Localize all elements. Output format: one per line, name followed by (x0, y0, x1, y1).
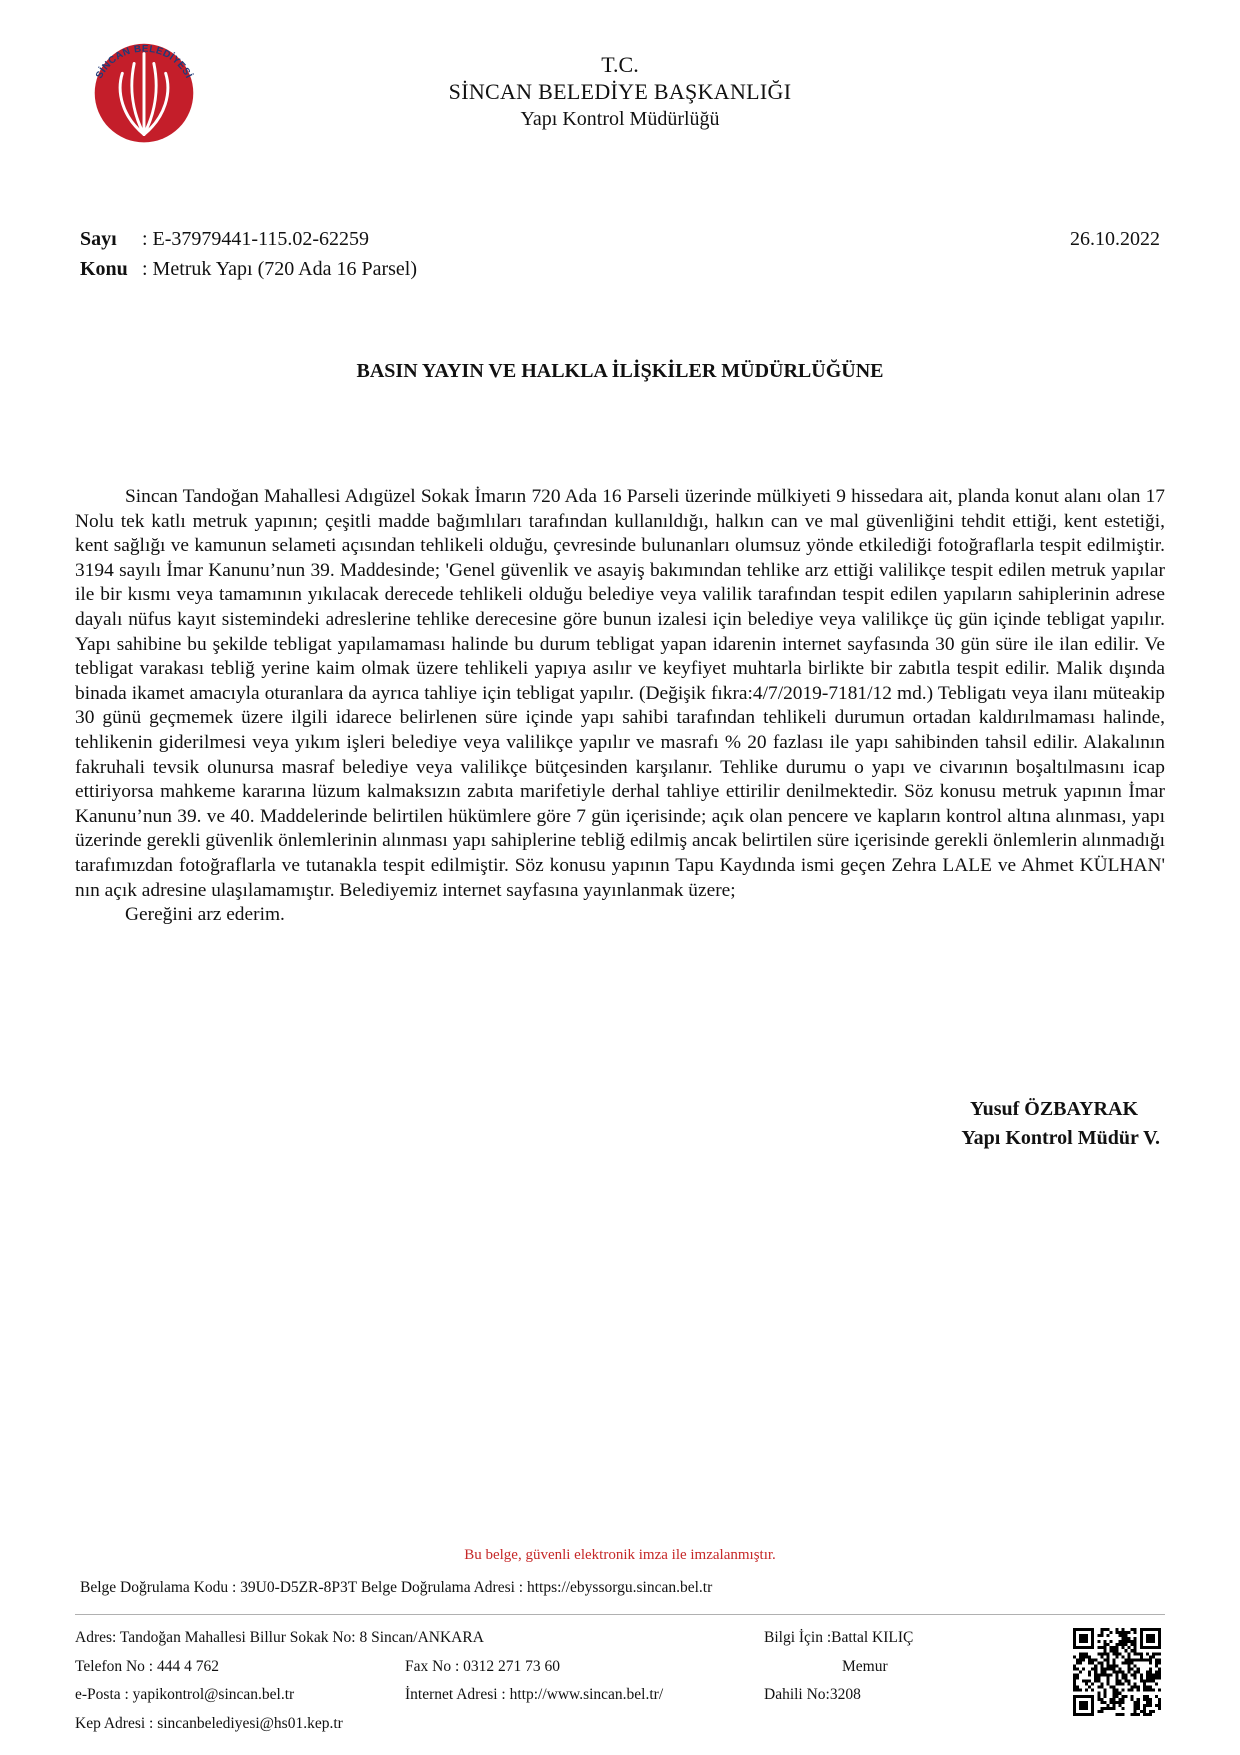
signer-name: Yusuf ÖZBAYRAK (969, 1098, 1138, 1120)
header-department: Yapı Kontrol Müdürlüğü (520, 108, 720, 130)
konu-row (80, 254, 417, 284)
header-municipality: SİNCAN BELEDİYE BAŞKANLIĞI (448, 79, 792, 104)
recipient-heading: BASIN YAYIN VE HALKLA İLİŞKİLER MÜDÜRLÜĞÜNE (356, 360, 884, 382)
letterhead (360, 52, 880, 133)
body-paragraph: Sincan Tandoğan Mahallesi Adıgüzel Sokak İmarın 720 Ada 16 Parseli üzerinde mülkiyeti 9 hissedara ait, planda konut alanı olan 17 Nolu tek katlı metruk yapının; çeşitli madde bağımlıları tarafından kullanıldığı, halkın can ve mal güvenliğini tehdit ettiği, kent estetiği, kent sağlığı ve kamunun selameti açısından tehlikeli olduğu, çevresinde bulunanları olumsuz yönde etkilediği fotoğraflarla tespit edilmiştir. 3194 sayılı İmar Kanunu’nun 39. Maddesinde; 'Genel güvenlik ve asayiş bakımından tehlike arz ettiği valilikçe tespit edilen metruk yapılar ile bir kısmı veya tamamının yıkılacak derecede tehlikeli olduğu belediye veya valilik tarafından tespit edilen yapıların sahiplerinin adrese dayalı nüfus kayıt sistemindeki adreslerine tehlike derecesine göre bunun izalesi için belediye veya valilikçe üç gün içinde tebligat yapılır. Yapı sahibine bu şekilde tebligat yapılamaması halinde bu durum tebligat yapan idarenin internet sayfasında 30 gün süre ile ilan edilir. Ve tebligat varakası tebliğ yerine kaim olmak üzere tehlikeli yapıya asılır ve keyfiyet muhtarla birlikte bir zabıtla tespit edilir. Malik dışında binada ikamet amacıyla oturanlara da ayrıca tahliye için tebligat yapılır. (Değişik fıkra:4/7/2019-7181/12 md.) Tebligatı veya ilanı müteakip 30 günü geçmemek üzere ilgili idarece belirlenen süre içinde yapı sahibi tarafından tehlikeli durumun ortadan kaldırılmaması halinde, tehlikenin giderilmesi veya yıkım işleri belediye veya valilikçe yapılır ve masrafı % 20 fazlası ile yapı sahibinden tahsil edilir. Alakalının fakruhali tevsik olunursa masraf belediye veya valilikçe bütçesinden karşılanır. Tehlike durumu o yapı ve civarının boşaltılmasını icap ettiriyorsa mahkeme kararına lüzum kalmaksızın zabıta marifetiyle derhal tahliye ettirilir denilmektedir. Söz konusu metruk yapının İmar Kanunu’nun 39. ve 40. Maddelerinde belirtilen hükümlere göre 7 gün içerisinde; açık olan pencere ve kapların kontrol altına alınması, yapı üzerinde gerekli güvenlik önlemlerinin alınması yapı sahiplerine tebliğ edilmiş ancak belirtilen süre içerisinde gerekli önlemlerin alınmadığı tarafımızdan fotoğraflarla ve tutanakla tespit edilmiştir. Söz konusu yapının Tapu Kaydında ismi geçen Zehra LALE ve Ahmet KÜLHAN' nın açık adresine ulaşılamamıştır. Belediyemiz internet sayfasına yayınlanmak üzere; (75, 486, 1165, 901)
footer-fax: Fax No : 0312 271 73 60 (405, 1657, 560, 1675)
footer-info (764, 1624, 964, 1710)
letter-body (75, 485, 1165, 928)
sayi-label: Sayı (80, 228, 117, 250)
footer-email: e-Posta : yapikontrol@sincan.bel.tr (75, 1686, 295, 1703)
footer-web: İnternet Adresi : http://www.sincan.bel.tr/ (405, 1686, 664, 1703)
footer-info-person: Bilgi İçin :Battal KILIÇ (764, 1629, 914, 1646)
document-date: 26.10.2022 (1070, 228, 1160, 250)
document-meta (80, 224, 417, 284)
signature-block (961, 1095, 1160, 1153)
footer-extension: Dahili No:3208 (764, 1686, 861, 1703)
verification-line: Belge Doğrulama Kodu : 39U0-D5ZR-8P3T Belge Doğrulama Adresi : https://ebyssorgu.sincan.bel.tr (80, 1579, 713, 1596)
header-tc: T.C. (601, 52, 639, 77)
sayi-row (80, 224, 417, 254)
konu-value: : Metruk Yapı (720 Ada 16 Parsel) (142, 258, 417, 280)
konu-label: Konu (80, 258, 128, 280)
sayi-value: : E-37979441-115.02-62259 (142, 228, 370, 250)
footer-address: Adres: Tandoğan Mahallesi Billur Sokak No: 8 Sincan/ANKARA (75, 1629, 484, 1646)
logo-year: 1956 (135, 150, 153, 160)
footer-contact-2 (405, 1624, 735, 1710)
footer-divider (75, 1614, 1165, 1615)
footer-phone: Telefon No : 444 4 762 (75, 1657, 219, 1675)
closing-line: Gereğini arz ederim. (125, 904, 285, 926)
e-signature-notice: Bu belge, güvenli elektronik imza ile imzalanmıştır. (464, 1547, 776, 1563)
footer-kep: Kep Adresi : sincanbelediyesi@hs01.kep.tr (75, 1714, 343, 1732)
municipality-logo (75, 28, 213, 166)
logo-arc-text: SİNCAN BELEDİYESİ (93, 43, 195, 81)
footer-role: Memur (842, 1657, 888, 1675)
signer-title: Yapı Kontrol Müdür V. (961, 1127, 1160, 1149)
qr-code (1073, 1628, 1161, 1716)
